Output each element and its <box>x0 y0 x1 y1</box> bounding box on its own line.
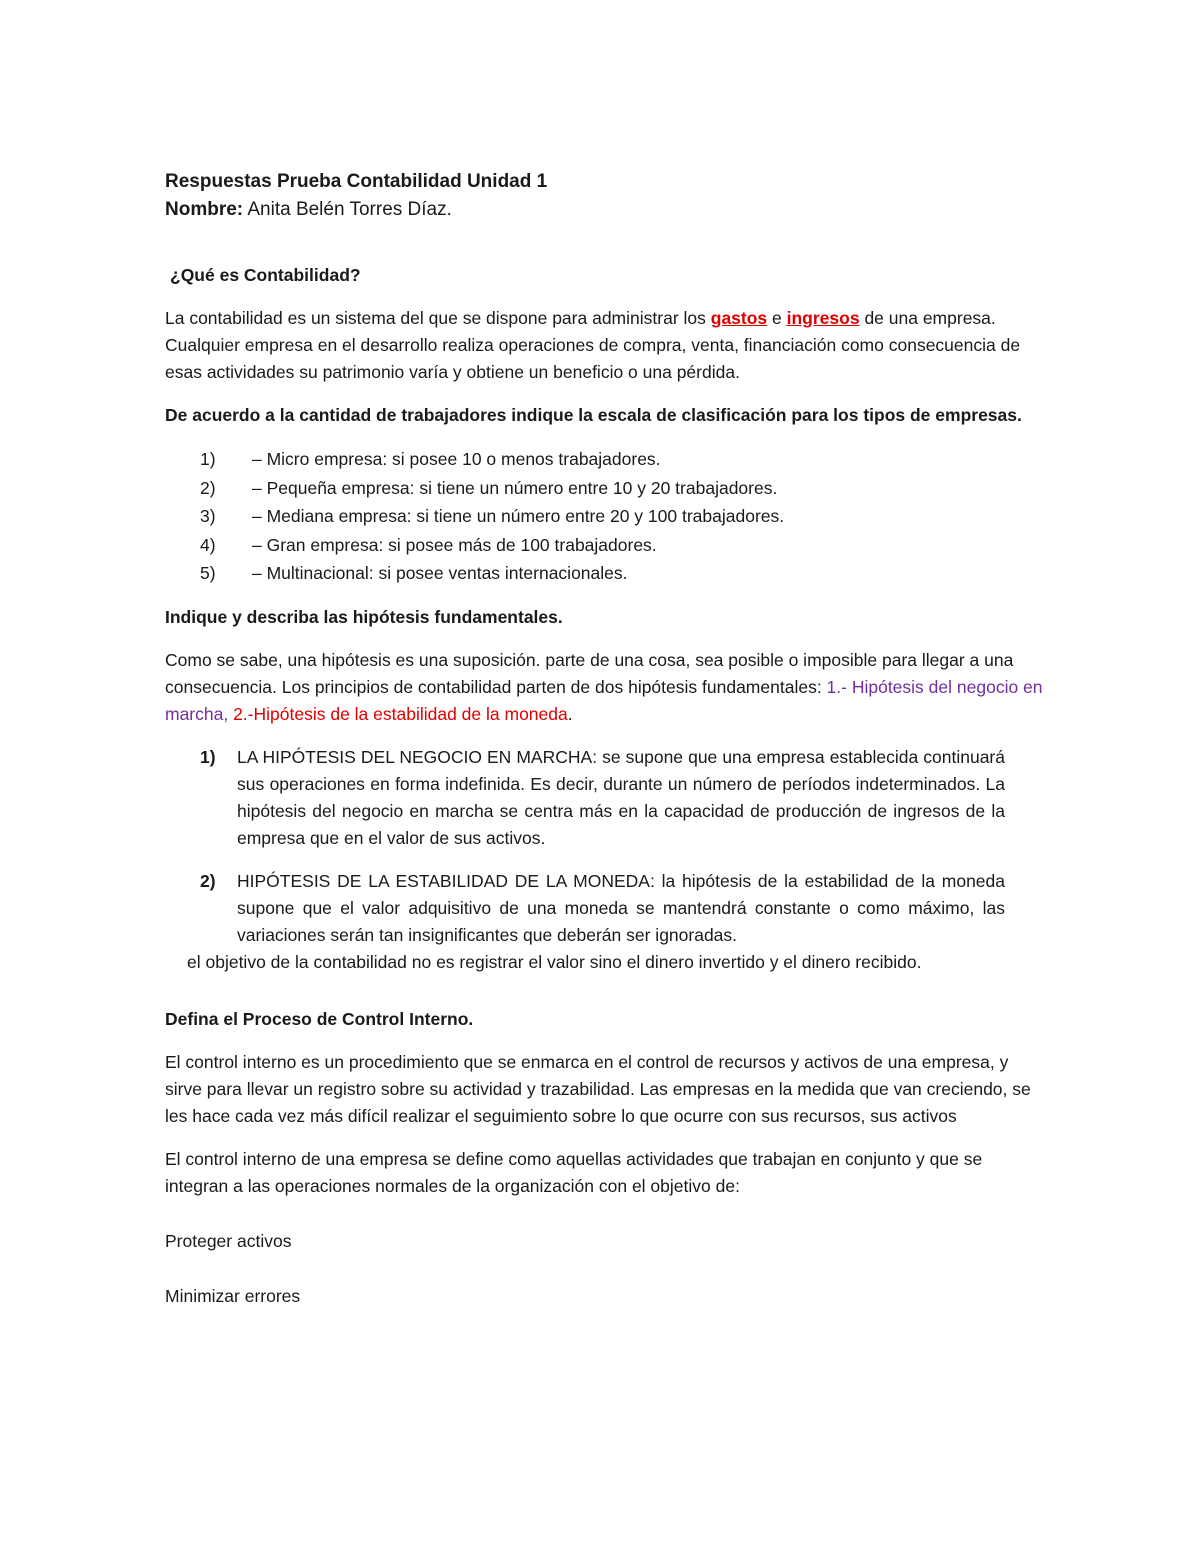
name-label: Nombre: <box>165 199 244 220</box>
question-2: De acuerdo a la cantidad de trabajadores indique la escala de clasificación para los tipos de empresas. <box>165 405 1022 425</box>
list-item: 2) – Pequeña empresa: si tiene un número entre 10 y 20 trabajadores. <box>200 477 778 498</box>
answer-4-para-1: El control interno es un procedimiento que se enmarca en el control de recursos y activos de una empresa, y sirve para llevar un registro sobre su actividad y trazabilidad. Las empresas en la medida que van creciendo, se les hace cada vez más difícil realizar el seguimiento sobre lo que ocurre con sus recursos, sus activos <box>165 1051 1031 1126</box>
list-item: 4) – Gran empresa: si posee más de 100 trabajadores. <box>200 534 657 555</box>
list-item: 5) – Multinacional: si posee ventas internacionales. <box>200 563 628 584</box>
student-name-line <box>165 196 1045 224</box>
question-3: Indique y describa las hipótesis fundamentales. <box>165 606 563 627</box>
list-item: 2) HIPÓTESIS DE LA ESTABILIDAD DE LA MONEDA: la hipótesis de la estabilidad de la moneda supone que el valor adquisitivo de una moneda se mantendrá constante o como máximo, las variaciones serán tan insignificantes que deberán ser ignoradas. <box>200 870 1005 945</box>
question-4: Defina el Proceso de Control Interno. <box>165 1008 474 1029</box>
answer-3-intro: Como se sabe, una hipótesis es una suposición. parte de una cosa, sea posible o imposible para llegar a una consecuencia. Los principios de contabilidad parten de dos hipótesis fundamentales: 1.- Hipótesis del negocio en marcha, 2.-Hipótesis de la estabilidad de la moneda. <box>165 649 1043 724</box>
objective-item: Minimizar errores <box>165 1285 301 1306</box>
keyword-ingresos: ingresos <box>786 308 860 328</box>
list-item: 1) – Micro empresa: si posee 10 o menos trabajadores. <box>200 449 661 469</box>
list-item: 3) – Mediana empresa: si tiene un número entre 20 y 100 trabajadores. <box>200 506 785 527</box>
document-title: Respuestas Prueba Contabilidad Unidad 1 <box>165 171 548 192</box>
company-types-list <box>165 445 1045 588</box>
document-body <box>165 168 1045 1338</box>
answer-3-closing: el objetivo de la contabilidad no es registrar el valor sino el dinero invertido y el dinero recibido. <box>187 951 922 972</box>
hypotheses-list <box>165 744 1045 949</box>
name-value: Anita Belén Torres Díaz. <box>247 199 452 220</box>
answer-4-para-2: El control interno de una empresa se define como aquellas actividades que trabajan en conjunto y que se integran a las operaciones normales de la organización con el objetivo de: <box>165 1148 983 1196</box>
keyword-gastos: gastos <box>710 308 768 328</box>
question-1: ¿Qué es Contabilidad? <box>170 265 361 285</box>
answer-1: La contabilidad es un sistema del que se dispone para administrar los gastos e ingresos de una empresa. Cualquier empresa en el desarrollo realiza operaciones de compra, venta, financiación como consecuencia de esas actividades su patrimonio varía y obtiene un beneficio o una pérdida. <box>165 308 1021 382</box>
objective-item: Proteger activos <box>165 1230 292 1251</box>
list-item: 1) LA HIPÓTESIS DEL NEGOCIO EN MARCHA: se supone que una empresa establecida continuará sus operaciones en forma indefinida. Es decir, durante un número de períodos indeterminados. La hipótesis del negocio en marcha se centra más en la capacidad de producción de ingresos de la empresa que en el valor de sus activos. <box>200 746 1005 848</box>
hypothesis-1-label: 1.- Hipótesis del negocio en marcha, <box>165 676 1043 724</box>
hypothesis-2-label: 2.-Hipótesis de la estabilidad de la moneda <box>233 703 568 724</box>
